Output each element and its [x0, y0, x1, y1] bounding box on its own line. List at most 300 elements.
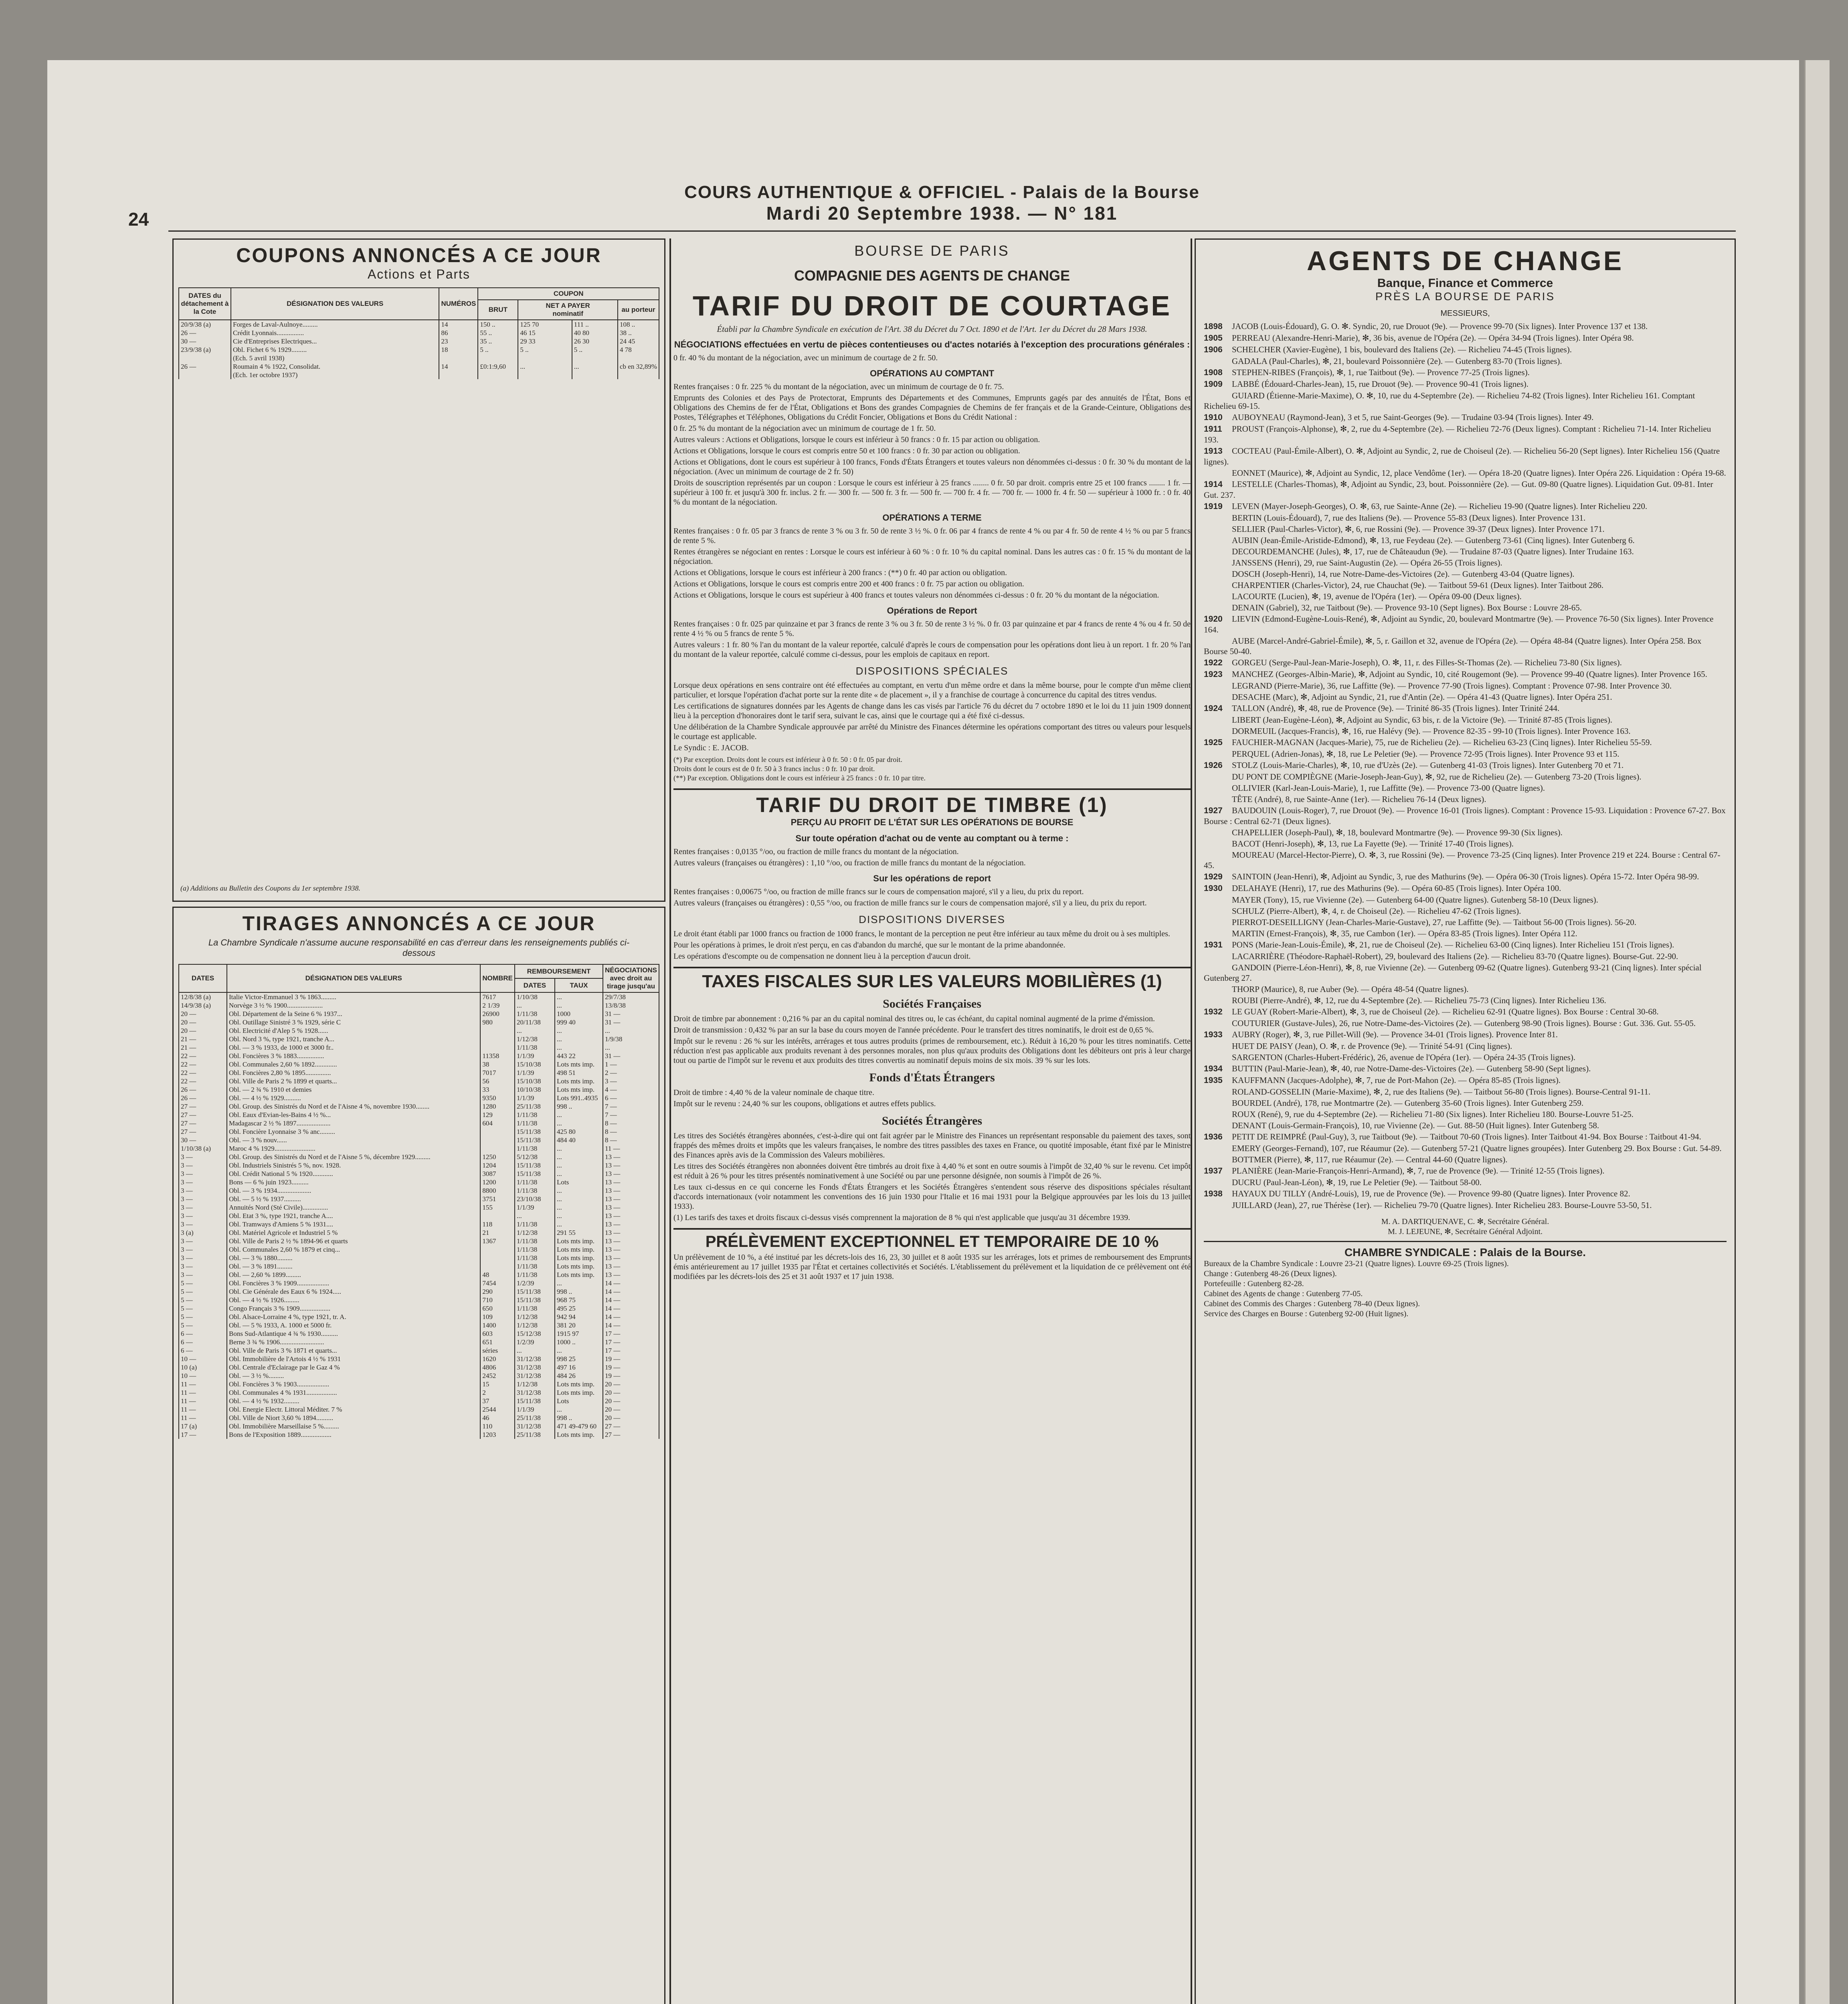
agent-entry [1204, 871, 1727, 882]
table-cell: 23/9/38 (a) [179, 345, 231, 354]
table-cell: Obl. Eaux d'Evian-les-Bains 4 ½ %... [227, 1111, 480, 1119]
table-row [179, 1170, 659, 1178]
table-cell: Obl. Foncières 3 % 1903................... [227, 1380, 480, 1388]
table-cell: 290 [480, 1287, 515, 1296]
table-row [179, 1262, 659, 1271]
table-cell: ... [555, 992, 603, 1001]
agent-year: 1911 [1204, 424, 1222, 434]
table-cell: 19 — [603, 1372, 659, 1380]
paragraph: Impôt sur le revenu : 26 % sur les intérêts, arrérages et tous autres produits (primes de remboursement, etc.). Réduit à 16,20 % pour les titres nominatifs. Cette réduction n'est pas applicable aux produits revenant à des personnes morales, non plus qu'aux produits des Obligations dont les débiteurs ont pris à leur charge tout ou partie de l'impôt sur le revenu et aux produits des titres convertis au nominatif depuis moins de six mois. 39 % sur les lots. [673, 1037, 1191, 1065]
agent-text: GANDOIN (Pierre-Léon-Henri), ✻, 8, rue Vivienne (2e). — Gutenberg 09-62 (Quatre lignes). Gutenberg 93-21 (Cinq lignes). Inter spécial Gutenberg 27. [1204, 963, 1702, 983]
agent-entry [1204, 1177, 1727, 1188]
agent-entry [1204, 669, 1727, 680]
chambre-line: Portefeuille : Gutenberg 82-28. [1204, 1279, 1304, 1288]
coupons-table [178, 287, 659, 379]
agent-text: LACOURTE (Lucien), ✻, 19, avenue de l'Opéra (1er). — Opéra 09-00 (Deux lignes). [1232, 592, 1522, 601]
table-cell: Obl. Département de la Seine 6 % 1937... [227, 1010, 480, 1018]
table-cell: 29/7/38 [603, 992, 659, 1001]
table-row [179, 1405, 659, 1414]
table-cell: Obl. Foncières 2,80 % 1895............... [227, 1069, 480, 1077]
agent-entry [1204, 895, 1727, 905]
table-row [179, 1212, 659, 1220]
table-cell: Lots mts imp. [555, 1245, 603, 1254]
table-cell: 25/11/38 [515, 1414, 555, 1422]
paragraph: Actions et Obligations, lorsque le cours est inférieur à 200 francs : (**) 0 fr. 40 par action ou obligation. [673, 568, 1007, 577]
agent-entry [1204, 356, 1727, 366]
table-cell: Obl. Matériel Agricole et Industriel 5 % [227, 1228, 480, 1237]
table-cell: Obl. — 2 ¾ % 1910 et demies [227, 1085, 480, 1094]
table-cell: 1/11/38 [515, 1119, 555, 1127]
table-cell: 10 — [179, 1372, 227, 1380]
table-cell: ... [555, 1119, 603, 1127]
table-cell: 604 [480, 1119, 515, 1127]
table-cell: 10 (a) [179, 1363, 227, 1372]
table-cell [480, 1026, 515, 1035]
table-cell: 6 — [179, 1338, 227, 1346]
table-cell: 471 49-479 60 [555, 1422, 603, 1430]
table-cell: 3 — [179, 1237, 227, 1245]
table-cell: 8 — [603, 1136, 659, 1144]
table-cell: Obl. Tramways d'Amiens 5 % 1931.... [227, 1220, 480, 1228]
table-cell: ... [555, 1043, 603, 1052]
table-cell: 11 — [603, 1144, 659, 1153]
dispositions-heading: DISPOSITIONS SPÉCIALES [855, 665, 1009, 677]
table-cell: 109 [480, 1313, 515, 1321]
agent-text: SCHELCHER (Xavier-Eugène), 1 bis, boulevard des Italiens (2e). — Richelieu 74-45 (Trois lignes). [1232, 345, 1572, 354]
table-cell: 19 — [603, 1355, 659, 1363]
table-cell: 26 — [179, 1094, 227, 1102]
table-cell: 11 — [179, 1380, 227, 1388]
table-cell: 1280 [480, 1102, 515, 1111]
table-row [179, 1153, 659, 1161]
table-cell: 4806 [480, 1363, 515, 1372]
table-cell: 10 — [179, 1355, 227, 1363]
table-cell [518, 371, 572, 379]
table-cell: 8 — [603, 1119, 659, 1127]
agent-text: PLANIÈRE (Jean-Marie-François-Henri-Armand), ✻, 7, rue de Provence (9e). — Trinité 12-55 (Trois lignes). [1232, 1166, 1605, 1176]
agent-text: DOSCH (Joseph-Henri), 14, rue Notre-Dame-des-Victoires (2e). — Gutenberg 43-04 (Quatre lignes). [1232, 569, 1575, 579]
table-cell: Obl. Immobilière de l'Artois 4 ½ % 1931 [227, 1355, 480, 1363]
col-negociations: NÉGOCIATIONS avec droit au tirage jusqu'au [603, 964, 659, 992]
table-cell: 7 — [603, 1102, 659, 1111]
table-cell: ... [555, 1001, 603, 1010]
table-cell: 24 45 [618, 337, 659, 345]
societes-etrangeres-section [673, 1131, 1191, 1222]
paragraph: Actions et Obligations, lorsque le cours est supérieur à 400 francs et toutes valeurs non dénommées ci-dessus : 0 fr. 20 % du montant de la négociation. [673, 591, 1159, 600]
table-row [179, 1077, 659, 1085]
agent-entry [1204, 783, 1727, 793]
table-cell: 6 — [603, 1094, 659, 1102]
agent-text: CHAPELLIER (Joseph-Paul), ✻, 18, boulevard Montmartre (9e). — Provence 99-30 (Six lignes). [1232, 828, 1563, 837]
table-cell [480, 1035, 515, 1043]
agent-entry [1204, 962, 1727, 983]
tarif-subtitle: Établi par la Chambre Syndicale en exécution de l'Art. 38 du Décret du 7 Oct. 1890 et de l'Art. 1er du Décret du 28 Mars 1938. [717, 324, 1147, 334]
agent-text: FAUCHIER-MAGNAN (Jacques-Marie), 75, rue de Richelieu (2e). — Richelieu 63-23 (Cinq lignes). Inter Richelieu 55-59. [1232, 737, 1652, 747]
table-cell: 111 .. [572, 320, 618, 329]
table-cell: 15/11/38 [515, 1170, 555, 1178]
agent-text: BERTIN (Louis-Édouard), 7, rue des Italiens (9e). — Provence 55-83 (Deux lignes). Inter Provence 131. [1232, 513, 1586, 523]
paragraph: Une délibération de la Chambre Syndicale approuvée par arrêté du Ministre des Finances détermine les opérations comportant des titres ou valeurs pour lesquels le courtage est applicable. [673, 723, 1191, 741]
agent-entry [1204, 1131, 1727, 1142]
agent-entry [1204, 321, 1727, 332]
table-cell: Obl. Foncières 3 % 1883................ [227, 1052, 480, 1060]
agent-text: THORP (Maurice), 8, rue Auber (9e). — Opéra 48-54 (Quatre lignes). [1232, 984, 1469, 994]
table-cell: 1/12/38 [515, 1035, 555, 1043]
agent-text: SELLIER (Paul-Charles-Victor), ✻, 6, rue Rossini (9e). — Provence 39-37 (Deux lignes). Inter Provence 171. [1232, 524, 1605, 534]
table-row [179, 1355, 659, 1363]
table-cell: 56 [480, 1077, 515, 1085]
agent-entry [1204, 591, 1727, 602]
table-cell: 5/12/38 [515, 1153, 555, 1161]
paragraph: Autres valeurs (françaises ou étrangères) : 1,10 °/oo, ou fraction de mille francs du montant de la négociation. [673, 859, 1026, 867]
table-cell: Obl. Etat 3 %, type 1921, tranche A.... [227, 1212, 480, 1220]
table-cell: Obl. — 4 ½ % 1932......... [227, 1397, 480, 1405]
table-cell: 980 [480, 1018, 515, 1026]
agent-text: STEPHEN-RIBES (François), ✻, 1, rue Taitbout (9e). — Provence 77-25 (Trois lignes). [1232, 368, 1530, 377]
table-row [179, 1237, 659, 1245]
table-row [179, 1069, 659, 1077]
agent-year: 1913 [1204, 446, 1223, 456]
table-cell: 55 .. [478, 329, 518, 337]
table-cell: 13 — [603, 1203, 659, 1212]
table-cell: 7 — [603, 1111, 659, 1119]
table-cell: 2452 [480, 1372, 515, 1380]
societes-francaises-heading: Sociétés Françaises [883, 997, 981, 1010]
coupons-subtitle: Actions et Parts [367, 267, 471, 281]
paragraph: (1) Les tarifs des taxes et droits fiscaux ci-dessus visés comprennent la majoration de 8 % qui n'est applicable que jusqu'au 31 décembre 1939. [673, 1213, 1130, 1222]
paragraph: Pour les opérations à primes, le droit n'est perçu, en cas d'abandon du marché, que sur le montant de la prime abandonnée. [673, 941, 1066, 949]
table-cell: 15/11/38 [515, 1127, 555, 1136]
agent-entry [1204, 1018, 1727, 1028]
table-cell: 15/10/38 [515, 1077, 555, 1085]
table-cell: Norvège 3 ½ % 1900..................... [227, 1001, 480, 1010]
table-cell: 5 .. [518, 345, 572, 354]
col-taux: TAUX [555, 978, 603, 992]
secretary-adjoint: M. J. LEJEUNE, ✻, Secrétaire Général Adjoint. [1387, 1227, 1543, 1236]
agent-text: BOTTMER (Pierre), ✻, 117, rue Réaumur (2e). — Central 44-60 (Quatre lignes). [1232, 1155, 1508, 1164]
table-cell: 998 .. [555, 1102, 603, 1111]
agent-text: AUBE (Marcel-André-Gabriel-Émile), ✻, 5, r. Gaillon et 32, avenue de l'Opéra (2e). — Opéra 48-84 (Quatre lignes). Inter Opéra 258. Box Bourse 50-40. [1204, 636, 1702, 656]
agent-text: SARGENTON (Charles-Hubert-Frédéric), 26, avenue de l'Opéra (1er). — Opéra 24-35 (Trois lignes). [1232, 1053, 1575, 1062]
agent-year: 1898 [1204, 322, 1223, 331]
table-cell: 13 — [603, 1254, 659, 1262]
table-row [179, 1380, 659, 1388]
paragraph: 0 fr. 25 % du montant de la négociation avec un minimum de courtage de 1 fr. 50. [673, 424, 936, 433]
table-cell: 1/11/38 [515, 1304, 555, 1313]
separator [1204, 1241, 1727, 1242]
agent-text: MOUREAU (Marcel-Hector-Pierre), O. ✻, 3, rue Rossini (9e). — Provence 73-25 (Cinq lignes). Inter Provence 219 et 224. Bourse : Central 67-45. [1204, 850, 1721, 870]
table-cell: 21 — [179, 1035, 227, 1043]
table-cell: 15/11/38 [515, 1296, 555, 1304]
agent-text: DENAIN (Gabriel), 32, rue Taitbout (9e). — Provence 93-10 (Sept lignes). Box Bourse : Louvre 28-65. [1232, 603, 1582, 612]
table-row [179, 345, 659, 354]
paragraph: Autres valeurs (françaises ou étrangères) : 0,55 °/oo, ou fraction de mille francs sur le cours de compensation majoré, s'il y a lieu, du prix du report. [673, 899, 1147, 907]
table-row [179, 371, 659, 379]
agent-text: GORGEU (Serge-Paul-Jean-Marie-Joseph), O. ✻, 11, r. des Filles-St-Thomas (2e). — Richelieu 73-80 (Six lignes). [1232, 658, 1622, 667]
agent-text: EMERY (Georges-Fernand), 107, rue Réaumur (2e). — Gutenberg 57-21 (Quatre lignes groupées). Inter Gutenberg 29. Box Bourse : Gut. 54-89. [1232, 1143, 1722, 1153]
table-cell: ... [555, 1035, 603, 1043]
table-cell: ... [603, 1026, 659, 1035]
report-heading: Opérations de Report [887, 606, 977, 616]
agent-entry [1204, 1166, 1727, 1176]
table-row [179, 1220, 659, 1228]
table-cell: 22 — [179, 1077, 227, 1085]
agent-entry [1204, 1087, 1727, 1097]
table-row [179, 1161, 659, 1170]
table-cell [439, 354, 478, 362]
table-cell: Obl. Centrale d'Eclairage par le Gaz 4 % [227, 1363, 480, 1372]
table-cell: 20 — [179, 1026, 227, 1035]
agent-entry [1204, 636, 1727, 657]
agent-entry [1204, 524, 1727, 534]
table-cell: ... [572, 362, 618, 371]
table-cell: 17 — [603, 1346, 659, 1355]
table-cell: 1250 [480, 1153, 515, 1161]
table-cell [480, 1144, 515, 1153]
table-cell: £0:1:9,60 [478, 362, 518, 371]
agent-entry [1204, 501, 1727, 512]
agent-entry [1204, 446, 1727, 467]
paragraph: Les opérations d'escompte ou de compensation ne donnent lieu à la perception d'aucun droit. [673, 952, 971, 961]
table-cell: 942 94 [555, 1313, 603, 1321]
col-designation: DÉSIGNATION DES VALEURS [227, 964, 480, 992]
table-cell: ... [515, 1026, 555, 1035]
agent-text: TÊTE (André), 8, rue Sainte-Anne (1er). — Richelieu 76-14 (Deux lignes). [1232, 794, 1486, 804]
table-cell: 14 — [603, 1287, 659, 1296]
table-cell: Obl. Cie Générale des Eaux 6 % 1924..... [227, 1287, 480, 1296]
table-cell: 603 [480, 1329, 515, 1338]
tirages-table [178, 964, 659, 1439]
diverses-heading: DISPOSITIONS DIVERSES [859, 913, 1005, 925]
agents-list [1204, 321, 1727, 1210]
agent-text: SCHULZ (Pierre-Albert), ✻, 4, r. de Choiseul (2e). — Richelieu 47-62 (Trois lignes). [1232, 906, 1521, 916]
agent-year: 1930 [1204, 884, 1223, 893]
agent-text: DECOURDEMANCHE (Jules), ✻, 17, rue de Châteaudun (9e). — Trudaine 87-03 (Quatre lignes). Inter Trudaine 163. [1232, 547, 1634, 556]
table-cell: 13 — [603, 1161, 659, 1170]
table-cell: 425 80 [555, 1127, 603, 1136]
table-cell: 8 — [603, 1127, 659, 1136]
table-cell: 31/12/38 [515, 1388, 555, 1397]
table-cell: 37 [480, 1397, 515, 1405]
table-cell: Obl. Crédit National 5 % 1920............ [227, 1170, 480, 1178]
table-cell [618, 371, 659, 379]
terme-heading: OPÉRATIONS A TERME [882, 513, 982, 523]
negociations-heading: NÉGOCIATIONS effectuées en vertu de pièces contentieuses ou d'actes notariés à l'exception des procurations générales : [674, 339, 1190, 349]
table-row [179, 1338, 659, 1346]
agent-entry [1204, 883, 1727, 894]
col-dates: DATES [179, 964, 227, 992]
table-row [179, 1388, 659, 1397]
agent-text: HAYAUX DU TILLY (André-Louis), 19, rue de Provence (9e). — Provence 99-80 (Quatre lignes). Inter Provence 82. [1232, 1189, 1630, 1198]
paragraph: Le Syndic : E. JACOB. [673, 743, 749, 752]
agent-text: DENANT (Louis-Germain-François), 10, rue Vivienne (2e). — Gut. 88-50 (Huit lignes). Inter Gutenberg 58. [1232, 1121, 1599, 1130]
table-cell: 1/11/38 [515, 1186, 555, 1195]
table-cell: 23/10/38 [515, 1195, 555, 1203]
exceptions-section [673, 755, 1191, 783]
table-cell: Annuités Nord (Sté Civile)............... [227, 1203, 480, 1212]
agent-entry [1204, 995, 1727, 1006]
table-cell [480, 1043, 515, 1052]
table-row [179, 1422, 659, 1430]
table-cell: 13 — [603, 1271, 659, 1279]
agent-entry [1204, 546, 1727, 557]
table-cell: Madagascar 2 ½ % 1897.................... [227, 1119, 480, 1127]
agent-year: 1925 [1204, 738, 1223, 747]
table-cell: 26 — [179, 362, 231, 371]
table-cell: 13 — [603, 1228, 659, 1237]
fonds-etrangers-section [673, 1088, 1191, 1109]
agent-entry [1204, 333, 1727, 343]
table-cell: séries [480, 1346, 515, 1355]
table-cell: (Ech. 5 avril 1938) [231, 354, 439, 362]
header-rule [168, 230, 1736, 232]
table-cell: Lots 991..4935 [555, 1094, 603, 1102]
agent-entry [1204, 951, 1727, 962]
table-row [179, 1178, 659, 1186]
table-cell: 15 [480, 1380, 515, 1388]
table-cell: 13/8/38 [603, 1001, 659, 1010]
table-cell [518, 354, 572, 362]
agent-year: 1905 [1204, 333, 1223, 343]
paragraph: Droit de timbre par abonnement : 0,216 % par an du capital nominal des titres ou, le cas échéant, du capital nominal augmenté de la prime d'émission. [673, 1014, 1155, 1023]
tarif-courtage-title: TARIF DU DROIT DE COURTAGE [692, 290, 1172, 321]
agent-year: 1931 [1204, 940, 1223, 949]
agent-text: MAYER (Tony), 15, rue Vivienne (2e). — Gutenberg 64-00 (Quatre lignes). Gutenberg 58-10 (Deux lignes). [1232, 895, 1598, 905]
table-cell: 2 1/39 [480, 1001, 515, 1010]
table-cell: Obl. Ville de Paris 3 % 1871 et quarts... [227, 1346, 480, 1355]
table-row [179, 1254, 659, 1262]
table-cell: 5 — [179, 1321, 227, 1329]
table-cell: Lots mts imp. [555, 1060, 603, 1069]
table-cell: 7617 [480, 992, 515, 1001]
table-cell: Obl. Communales 2,60 % 1892............. [227, 1060, 480, 1069]
table-cell [480, 1245, 515, 1254]
table-row [179, 1313, 659, 1321]
table-cell: 46 [480, 1414, 515, 1422]
terme-section [673, 526, 1191, 600]
table-cell: 1/2/39 [515, 1279, 555, 1287]
table-cell: 998 .. [555, 1414, 603, 1422]
table-cell: 13 — [603, 1262, 659, 1271]
table-cell: 26900 [480, 1010, 515, 1018]
paragraph: Rentes françaises : 0 fr. 225 % du montant de la négociation, avec un minimum de courtage de 0 fr. 75. [673, 382, 1004, 391]
table-row [179, 1052, 659, 1060]
table-cell: 3 (a) [179, 1228, 227, 1237]
table-cell: 1000 [555, 1010, 603, 1018]
table-row [179, 1060, 659, 1069]
agent-text: LE GUAY (Robert-Marie-Albert), ✻, 3, rue de Choiseul (2e). — Richelieu 62-91 (Quatre lignes). Box Bourse : Central 30-68. [1232, 1007, 1659, 1016]
table-cell: Obl. Communales 4 % 1931.................. [227, 1388, 480, 1397]
table-row [179, 1279, 659, 1287]
table-cell: 38 [480, 1060, 515, 1069]
table-cell: 38 .. [618, 329, 659, 337]
agent-year: 1933 [1204, 1030, 1223, 1039]
table-cell: ... [555, 1186, 603, 1195]
table-cell: 35 .. [478, 337, 518, 345]
table-cell: 14 [439, 320, 478, 329]
table-cell: 1915 97 [555, 1329, 603, 1338]
table-cell: 19 — [603, 1363, 659, 1372]
table-cell: Obl. Communales 2,60 % 1879 et cinq... [227, 1245, 480, 1254]
table-cell: 15/11/38 [515, 1161, 555, 1170]
table-cell: 15/10/38 [515, 1060, 555, 1069]
table-cell: Bons — 6 % juin 1923.......... [227, 1178, 480, 1186]
table-cell: 3 — [179, 1186, 227, 1195]
table-cell: 22 — [179, 1069, 227, 1077]
table-cell: 3 — [179, 1161, 227, 1170]
table-cell: 13 — [603, 1186, 659, 1195]
chambre-line: Change : Gutenberg 48-26 (Deux lignes). [1204, 1269, 1337, 1278]
table-cell: ... [555, 1195, 603, 1203]
societes-etrangeres-heading: Sociétés Étrangères [882, 1114, 983, 1127]
agent-entry [1204, 703, 1727, 714]
table-cell: 108 .. [618, 320, 659, 329]
table-row [179, 1329, 659, 1338]
table-cell: Forges de Laval-Aulnoye......... [231, 320, 439, 329]
table-cell: 33 [480, 1085, 515, 1094]
table-cell: 7454 [480, 1279, 515, 1287]
chambre-line: Service des Charges en Bourse : Gutenberg 92-00 (Huit lignes). [1204, 1309, 1409, 1318]
table-cell: (Ech. 1er octobre 1937) [231, 371, 439, 379]
table-cell [480, 1212, 515, 1220]
table-cell: 15/11/38 [515, 1287, 555, 1296]
table-cell: 3 — [179, 1212, 227, 1220]
paragraph: Impôt sur le revenu : 24,40 % sur les coupons, obligations et autres effets publics. [673, 1099, 936, 1108]
agent-text: BAUDOUIN (Louis-Roger), 7, rue Drouot (9e). — Provence 16-01 (Trois lignes). Comptant : Provence 15-93. Liquidation : Provence 67-27. Box Bourse : Central 62-71 (Deux lignes). [1204, 806, 1726, 826]
table-cell: 11 — [179, 1405, 227, 1414]
table-cell: Lots mts imp. [555, 1237, 603, 1245]
table-cell: 31 — [603, 1018, 659, 1026]
timbre-title: TARIF DU DROIT DE TIMBRE (1) [756, 794, 1108, 817]
table-cell: 1/11/38 [515, 1262, 555, 1271]
table-cell: 1 — [603, 1060, 659, 1069]
table-cell: Obl. Energie Electr. Littoral Méditer. 7 % [227, 1405, 480, 1414]
table-row [179, 1287, 659, 1296]
agent-text: PROUST (François-Alphonse), ✻, 2, rue du 4-Septembre (2e). — Richelieu 72-76 (Deux lignes). Comptant : Richelieu 71-14. Inter Richelieu 193. [1204, 424, 1711, 444]
paragraph: Le droit étant établi par 1000 francs ou fraction de 1000 francs, le montant de la perception ne peut être inférieur au taux même du droit ou à ses multiples. [673, 929, 1171, 938]
societes-francaises-section [673, 1014, 1191, 1065]
table-cell: Obl. Industriels Sinistrés 5 %, nov. 1928. [227, 1161, 480, 1170]
table-cell: 5 .. [478, 345, 518, 354]
table-cell: 20 — [603, 1397, 659, 1405]
table-cell: 14/9/38 (a) [179, 1001, 227, 1010]
agent-text: BACOT (Henri-Joseph), ✻, 13, rue La Fayette (9e). — Trinité 17-40 (Trois lignes). [1232, 839, 1514, 848]
column-divider-2 [1191, 238, 1192, 2004]
table-cell: 155 [480, 1203, 515, 1212]
table-cell: ... [555, 1026, 603, 1035]
table-cell: 4 78 [618, 345, 659, 354]
agent-text: COCTEAU (Paul-Émile-Albert), O. ✻, Adjoint au Syndic, 2, rue de Choiseul (2e). — Richelieu 56-20 (Sept lignes). Inter Richelieu 156 (Quatre lignes). [1204, 446, 1720, 467]
table-cell: 14 [439, 362, 478, 371]
prelevement-text: Un prélèvement de 10 %, a été institué par les décrets-lois des 16, 23, 30 juillet et 8 août 1935 sur les arrérages, lots et primes de remboursement des Emprunts émis antérieurement au 17 juillet 1935 par l'État et certaines collectivités et Sociétés. L'établissement du prélèvement et la liquidation de ce prélèvement ont été modifiées par les décrets-lois des 25 et 31 août 1937 et 17 juin 1938. [673, 1253, 1191, 1281]
messieurs-label: MESSIEURS, [1440, 309, 1490, 318]
table-cell: Roumain 4 % 1922, Consolidat. [231, 362, 439, 371]
agent-text: PERQUEL (Adrien-Jonas), ✻, 18, rue Le Peletier (9e). — Provence 72-95 (Trois lignes). Inter Provence 93 et 115. [1232, 749, 1620, 759]
agent-year: 1920 [1204, 614, 1223, 624]
table-row [179, 1228, 659, 1237]
table-cell: ... [555, 1170, 603, 1178]
table-cell: 13 — [603, 1220, 659, 1228]
table-cell: 1/11/38 [515, 1111, 555, 1119]
table-cell: 3 — [179, 1153, 227, 1161]
agent-entry [1204, 602, 1727, 613]
table-cell: Obl. Foncière Lyonnaise 3 % anc......... [227, 1127, 480, 1136]
table-cell: 20 — [603, 1380, 659, 1388]
agent-entry [1204, 1041, 1727, 1051]
table-cell: 5 — [179, 1313, 227, 1321]
table-cell: 27 — [179, 1111, 227, 1119]
col-net: NET A PAYER nominatif [518, 300, 618, 320]
